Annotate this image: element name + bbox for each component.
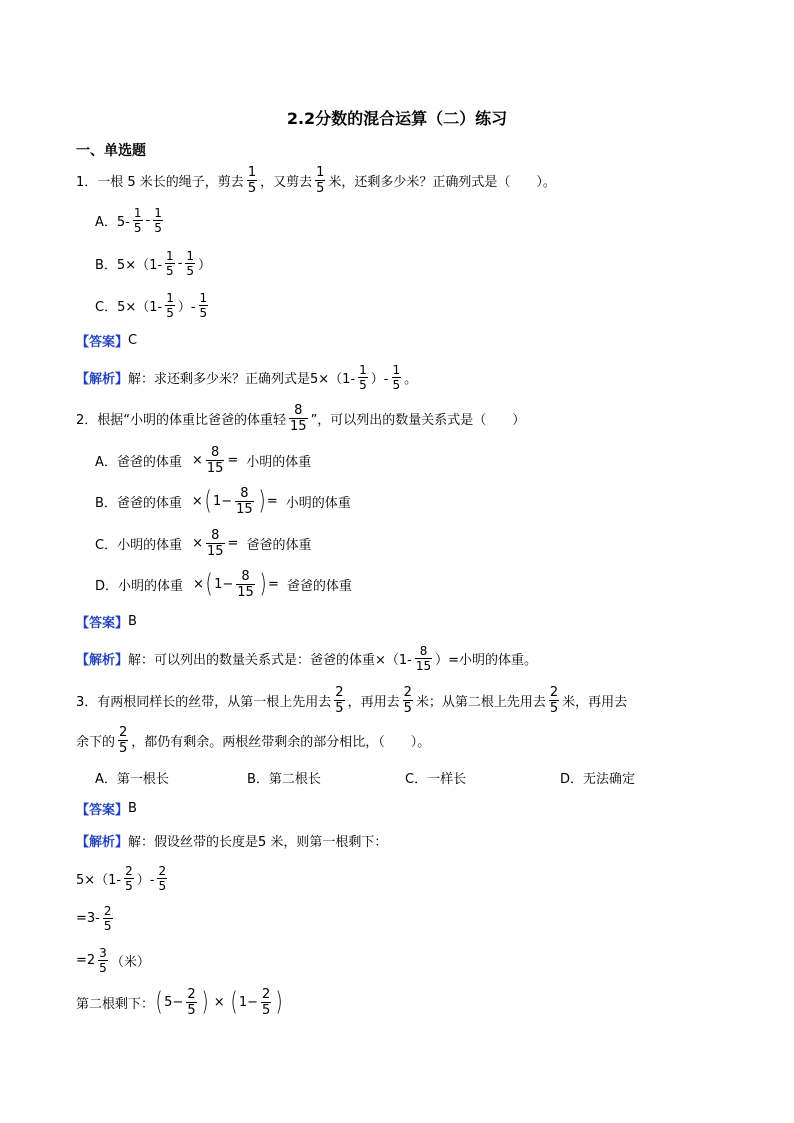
fraction: $\frac{1}{5}$ [316,164,325,196]
calc-step-3: =2 $\frac{3}{5}$ （米） [76,945,150,975]
question-3-stem-line2: 余下的 $\frac{2}{5}$ ，都仍有剩余。两根丝带剩余的部分相比，（ ）。 [76,724,431,756]
question-1-answer: 【答案】 C [76,332,138,350]
question-2-option-d: D．小明的体重 × ( 1− $\frac{8}{15}$ ) = 爸爸的体重 [95,568,352,600]
question-3-option-d: D．无法确定 [560,771,636,787]
question-2-answer: 【答案】 B [76,613,137,631]
question-3-option-c: C．一样长 [405,771,467,787]
question-2-analysis: 【解析】 解：可以列出的数量关系式是：爸爸的体重×（1- $\frac{8}{15}$ ）=小明的体重。 [76,643,538,673]
question-1-stem: 1．一根 5 米长的绳子，剪去 $\frac{1}{5}$ ，又剪去 $\frac{1}{5}$ 米，还剩多少米？正确列式是（ ）。 [76,164,556,196]
question-2-option-a: A．爸爸的体重 × $\frac{8}{15}$ = 小明的体重 [95,444,312,476]
question-1-option-b: B．5×（1- $\frac{1}{5}$ - $\frac{1}{5}$ ） [95,248,212,278]
question-3-stem-line1: 3．有两根同样长的丝带，从第一根上先用去 $\frac{2}{5}$ ，再用去 $\frac{2}{5}$ 米；从第二根上先用去 $\frac{2}{5}$ 米，再用去 [76,684,628,716]
calc-step-2: =3- $\frac{2}{5}$ [76,903,112,933]
page-title: 2.2分数的混合运算（二）练习 [286,109,508,128]
question-1-analysis: 【解析】 解：求还剩多少米？正确列式是5×（1- $\frac{1}{5}$ ）- $\frac{1}{5}$ 。 [76,362,418,392]
question-1-option-a: A．5- $\frac{1}{5}$ - $\frac{1}{5}$ [95,205,162,235]
second-ribbon-calc: 第二根剩下： ( 5− $\frac{2}{5}$ ) × ( 1− $\frac{2}{5}$ ) [76,986,283,1018]
question-3-answer: 【答案】 B [76,800,137,818]
calc-step-1: 5×（1- $\frac{2}{5}$ ）- $\frac{2}{5}$ [76,863,167,893]
question-1-option-c: C．5×（1- $\frac{1}{5}$ ）- $\frac{1}{5}$ [95,290,208,320]
question-3-option-a: A．第一根长 [95,771,169,787]
question-3-option-b: B．第二根长 [247,771,321,787]
question-3-analysis: 【解析】 解：假设丝带的长度是5 米，则第一根剩下： [76,834,388,850]
question-2-option-b: B．爸爸的体重 × ( 1− $\frac{8}{15}$ ) = 小明的体重 [95,485,351,517]
fraction: $\frac{1}{5}$ [247,164,257,196]
section-heading: 一、单选题 [76,143,146,159]
question-2-option-c: C．小明的体重 × $\frac{8}{15}$ = 爸爸的体重 [95,527,312,559]
question-2-stem: 2．根据“小明的体重比爸爸的体重轻 $\frac{8}{15}$ ”，可以列出的数量关系式是（ ） [76,402,526,434]
